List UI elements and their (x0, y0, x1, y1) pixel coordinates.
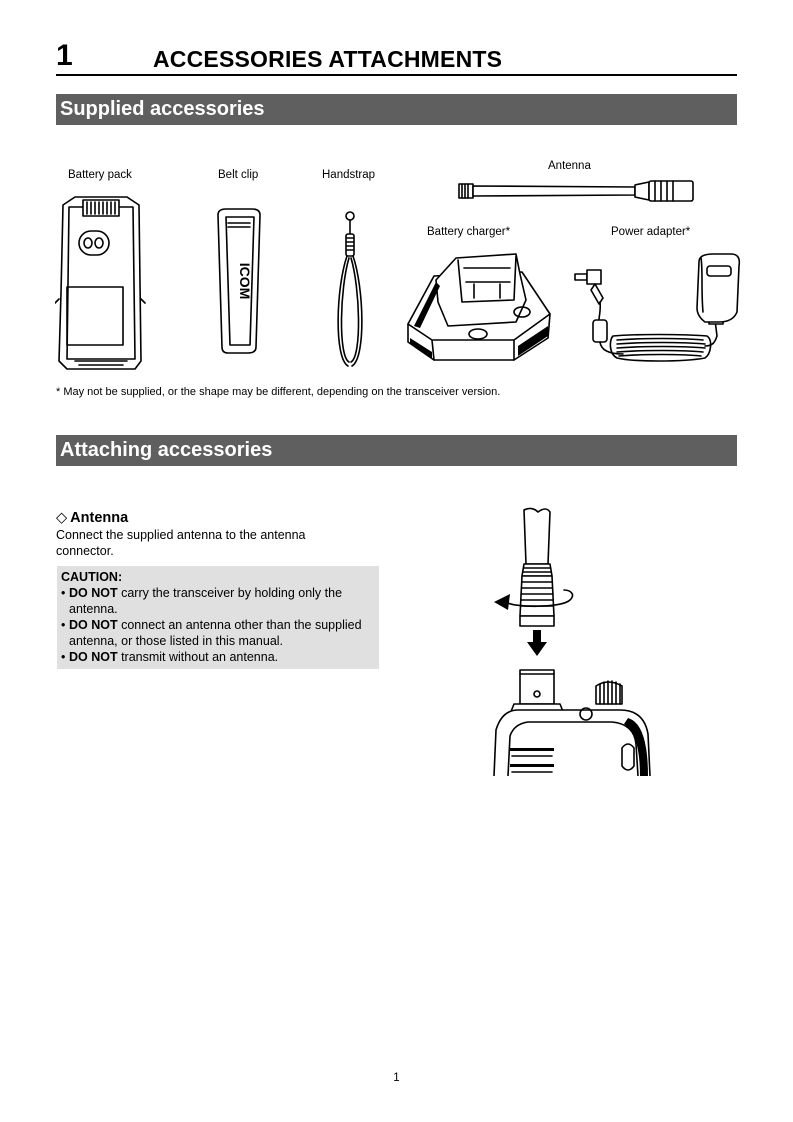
caution-item: • DO NOT transmit without an antenna. (61, 650, 279, 664)
belt-clip-brand-text: ICOM (237, 262, 253, 300)
label-belt-clip: Belt clip (218, 169, 259, 181)
caution-item: • DO NOT connect an antenna other than the supplied antenna, or those listed in this manual. (61, 618, 362, 648)
label-antenna: Antenna (548, 160, 591, 172)
supplied-footnote: * May not be supplied, or the shape may be different, depending on the transceiver version. (56, 386, 501, 398)
antenna-attach-illustration (488, 504, 656, 776)
caution-item-text: carry the transceiver by holding only the antenna. (69, 586, 343, 616)
caution-item-emphasis: DO NOT (69, 650, 118, 664)
page-number: 1 (393, 1072, 400, 1084)
antenna-subheading (56, 509, 128, 527)
diamond-bullet-icon: ◇ (56, 510, 68, 526)
caution-item: • DO NOT carry the transceiver by holding only the antenna. (61, 586, 343, 616)
caution-item-emphasis: DO NOT (69, 618, 118, 632)
caution-item-text: connect an antenna other than the supplied antenna, or those listed in this manual. (69, 618, 362, 648)
section-heading-supplied: Supplied accessories (56, 94, 737, 125)
chapter-divider (56, 74, 737, 76)
caution-item-emphasis: DO NOT (69, 586, 118, 600)
antenna-description: Connect the supplied antenna to the antenna connector. (56, 528, 306, 558)
chapter-title: ACCESSORIES ATTACHMENTS (153, 46, 503, 72)
section-heading-attaching: Attaching accessories (56, 435, 737, 466)
label-battery-charger: Battery charger* (427, 226, 511, 238)
antenna-subheading-text: Antenna (70, 510, 129, 526)
chapter-number: 1 (56, 39, 73, 72)
power-adapter-illustration (573, 250, 745, 372)
caution-title: CAUTION: (61, 570, 123, 584)
belt-clip-illustration (212, 207, 266, 355)
caution-item-text: transmit without an antenna. (117, 650, 279, 664)
label-battery-pack: Battery pack (68, 169, 132, 181)
battery-pack-illustration (55, 193, 147, 373)
handstrap-illustration (328, 208, 372, 372)
caution-box (57, 566, 379, 669)
label-handstrap: Handstrap (322, 169, 376, 181)
antenna-illustration (455, 176, 705, 204)
battery-charger-illustration (404, 242, 554, 364)
label-power-adapter: Power adapter* (611, 226, 691, 238)
